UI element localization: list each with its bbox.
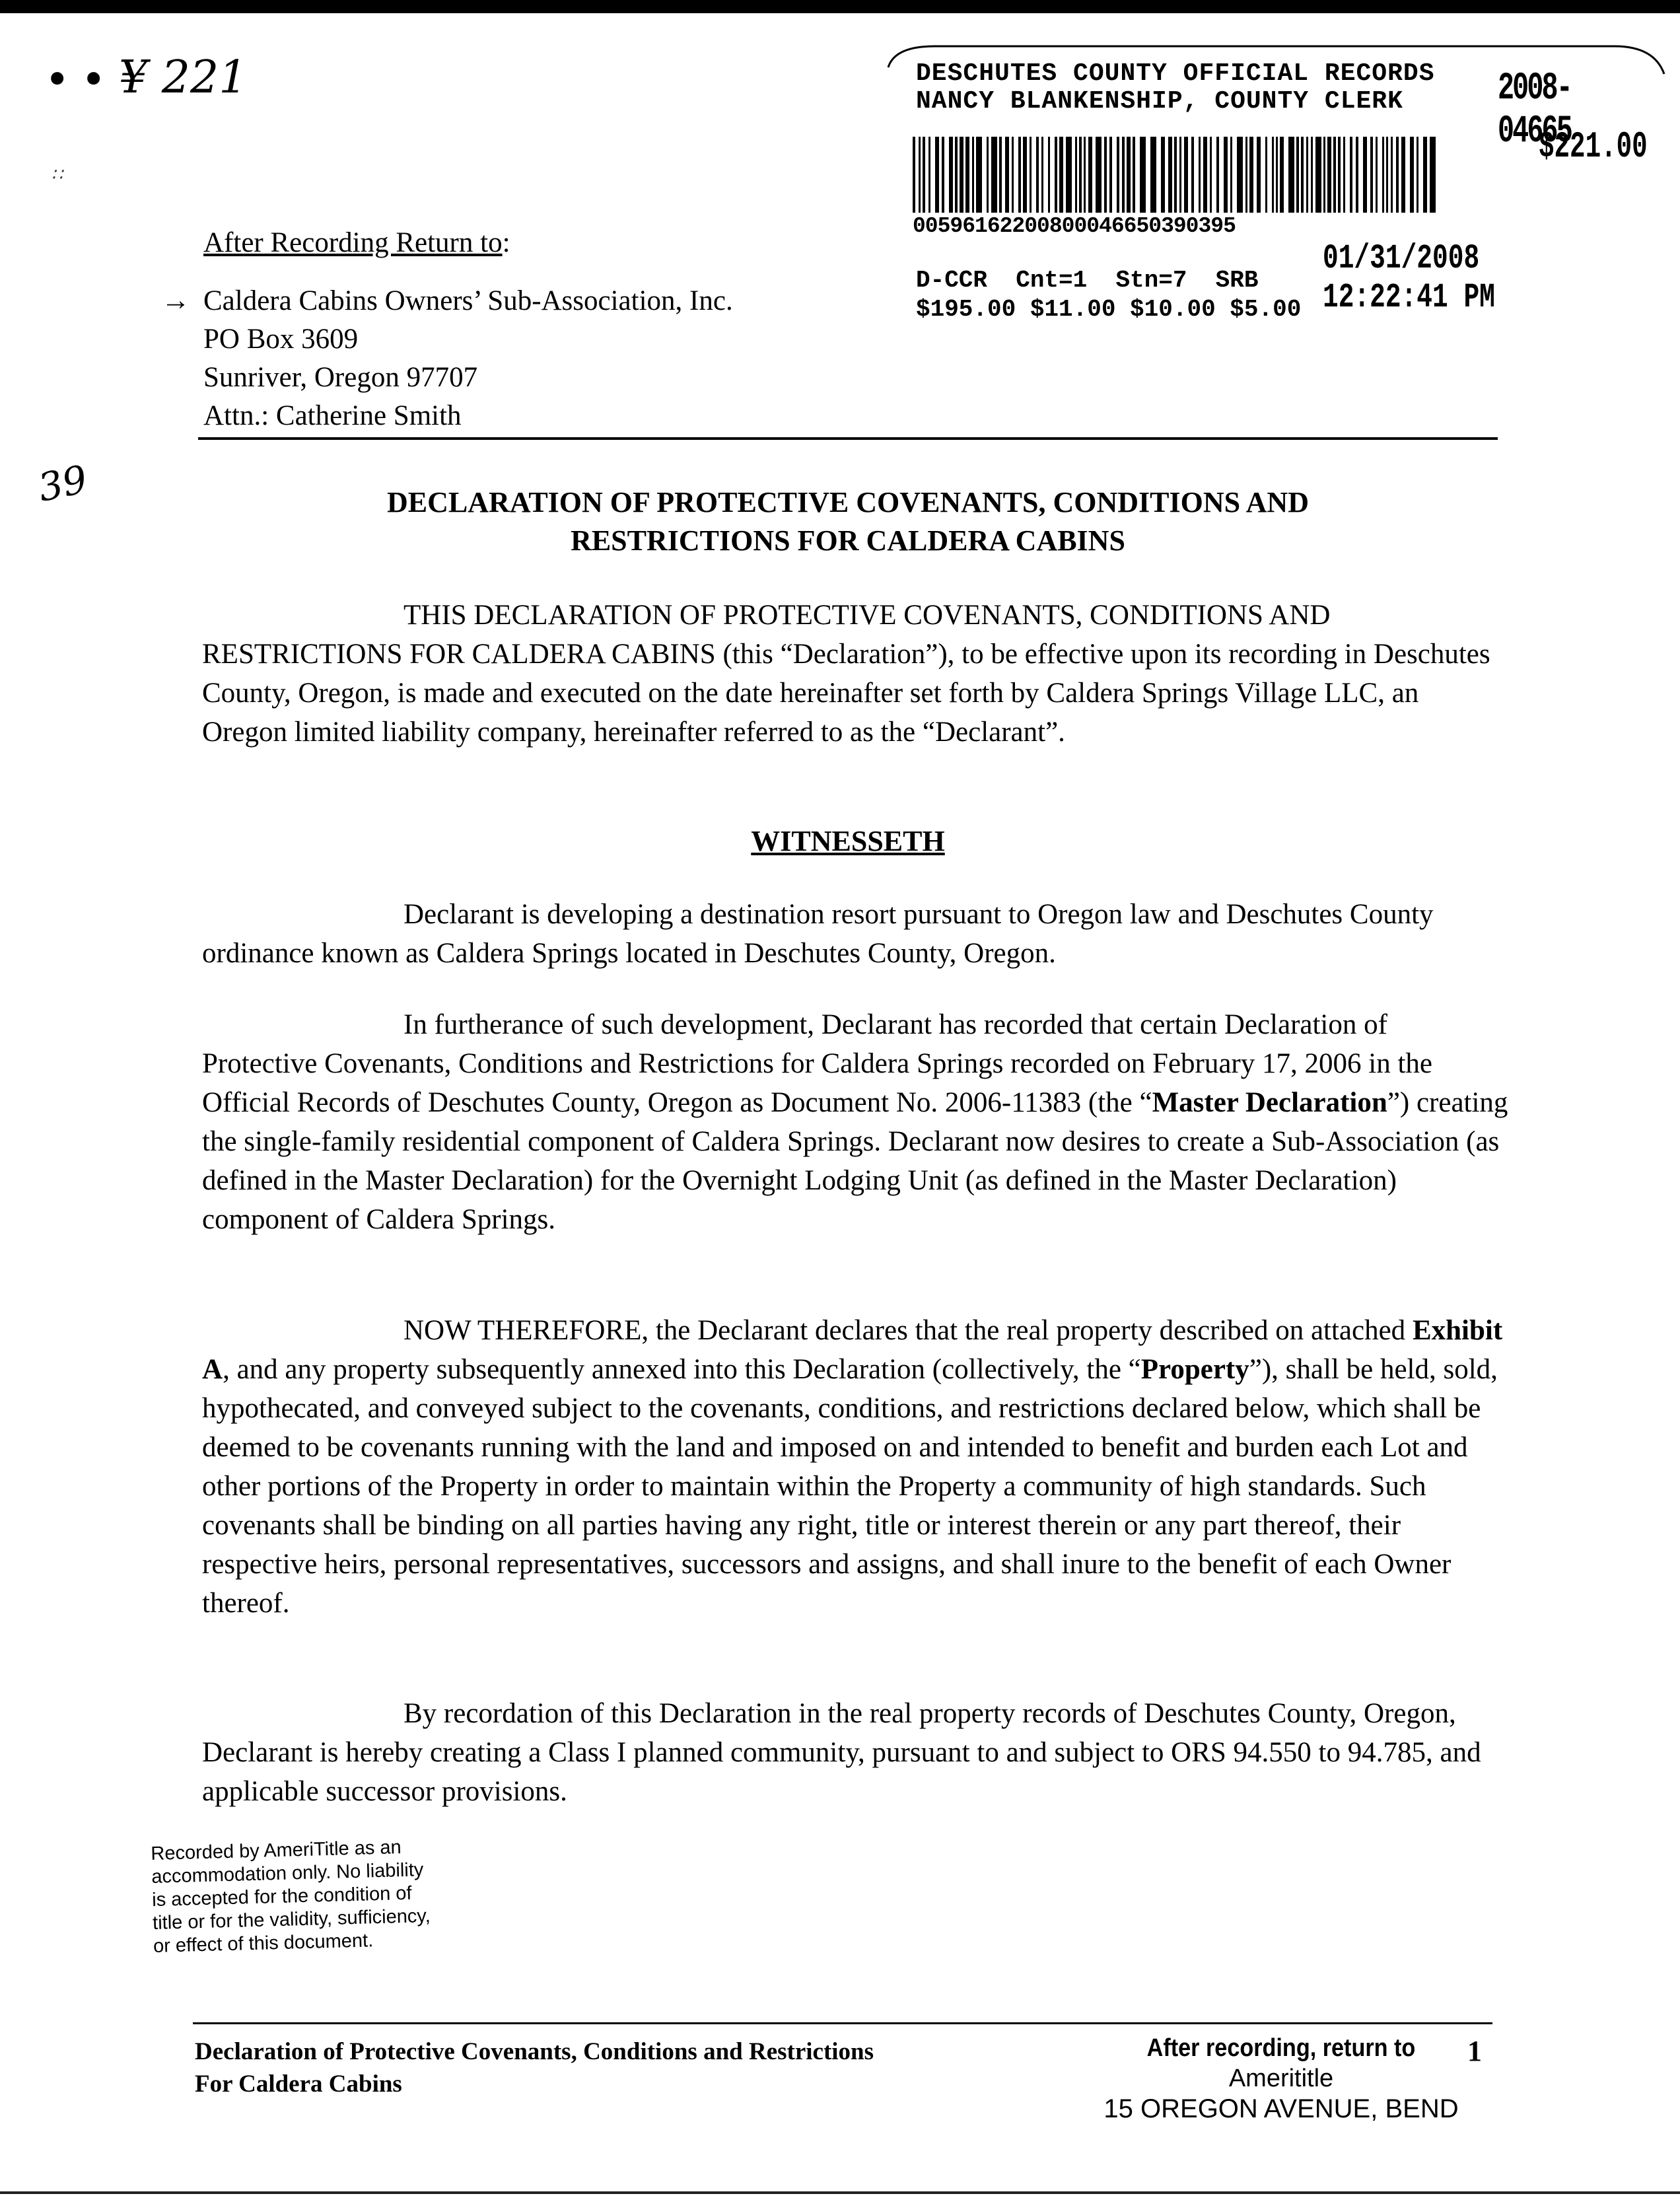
paragraph-resort: Declarant is developing a destination resort pursuant to Oregon law and Deschutes County ordinance known as Caldera Springs located in Deschutes County, Oregon. — [202, 899, 1434, 969]
barcode-bar — [1230, 137, 1232, 213]
barcode-bar — [923, 137, 925, 213]
return-to-label-text: After Recording Return to — [203, 227, 503, 258]
footer-return-line-3: 15 OREGON AVENUE, BEND — [1103, 2094, 1459, 2123]
stamp-fee-breakdown: $195.00 $11.00 $10.00 $5.00 — [916, 296, 1302, 323]
barcode-bar — [1356, 137, 1358, 213]
barcode-bar — [1055, 137, 1057, 213]
barcode-bar — [1306, 137, 1308, 213]
barcode-bar — [1210, 137, 1212, 213]
barcode-bar — [1199, 137, 1201, 213]
barcode-bar — [1288, 137, 1294, 213]
barcode-bar — [1370, 137, 1373, 213]
footer-divider — [193, 2022, 1492, 2024]
header-divider — [198, 437, 1498, 440]
barcode-bar — [1140, 137, 1146, 213]
barcode-bar — [1018, 137, 1021, 213]
barcode-bar — [972, 137, 974, 213]
barcode-bar — [913, 137, 915, 213]
scan-top-border — [0, 0, 1680, 13]
barcode-bar — [1168, 137, 1172, 213]
barcode-bar — [1417, 137, 1418, 213]
stamp-datetime: 01/31/2008 12:22:41 PM — [1323, 239, 1495, 317]
paragraph-master-declaration-text-c: ”) creating the single-family residential component of Caldera Springs. Declarant now desires to create a Sub-Association (as defined in the Master Declaration) for the Overnight Lodging Unit (as defined in the Master Declaration) component of Caldera Springs. — [202, 1087, 1508, 1235]
barcode-bar — [1161, 137, 1165, 213]
barcode-bar — [1088, 137, 1092, 213]
footer-return-stamp — [1057, 2033, 1506, 2124]
barcode-bar — [1066, 137, 1072, 213]
footer-return-line-1: After recording, return to — [1146, 2034, 1416, 2062]
witnesseth-heading: WITNESSETH — [751, 825, 945, 857]
return-address-line-1: Caldera Cabins Owners’ Sub-Association, Inc. — [203, 285, 733, 316]
barcode-bar — [1237, 137, 1243, 213]
scan-bottom-edge — [0, 2191, 1680, 2194]
barcode-bar — [1272, 137, 1274, 213]
barcode-bar — [1280, 137, 1284, 213]
barcode-bar — [1382, 137, 1384, 213]
barcode-bar — [1117, 137, 1119, 213]
barcode-bar — [1311, 137, 1313, 213]
barcode-bar — [1430, 137, 1436, 213]
barcode-bar — [1363, 137, 1367, 213]
barcode-bar — [1030, 137, 1032, 213]
barcode-bar — [1048, 137, 1050, 213]
ameritle-disclaimer — [151, 1835, 431, 1958]
barcode-bar — [1041, 137, 1043, 213]
barcode-bar — [1023, 137, 1027, 213]
barcode-bar — [1179, 137, 1181, 213]
footer-document-title — [195, 2036, 874, 2100]
footer-title-line-2: For Caldera Cabins — [195, 2071, 402, 2098]
barcode-bar — [1012, 137, 1014, 213]
stamp-clerk-name: NANCY BLANKENSHIP, COUNTY CLERK — [916, 87, 1403, 116]
document-title-line-2: RESTRICTIONS FOR CALDERA CABINS — [571, 524, 1125, 557]
barcode-bar — [1122, 137, 1125, 213]
barcode-bar — [1191, 137, 1194, 213]
paragraph-now-therefore-text-a: NOW THEREFORE, the Declarant declares that the real property described on attached — [403, 1315, 1413, 1346]
barcode-bar — [1265, 137, 1267, 213]
barcode-bar — [919, 137, 921, 213]
barcode-bar — [1423, 137, 1427, 213]
barcode-bar — [1323, 137, 1325, 213]
barcode-bar — [960, 137, 963, 213]
stamp-office-name: DESCHUTES COUNTY OFFICIAL RECORDS — [916, 59, 1435, 88]
barcode-bar — [1327, 137, 1331, 213]
return-to-colon: : — [502, 227, 510, 258]
document-title — [198, 483, 1498, 560]
barcode-bar — [1245, 137, 1247, 213]
barcode-bar — [1036, 137, 1039, 213]
barcode-bar — [1301, 137, 1304, 213]
barcode-bar — [1150, 137, 1156, 213]
paragraph-planned-community: By recordation of this Declaration in the real property records of Deschutes County, Oregon, Declarant is hereby creating a Class I planned community, pursuant to and subject to ORS 94.550 to 94.785, and applicable successor provisions. — [202, 1698, 1481, 1807]
barcode-bar — [1338, 137, 1341, 213]
barcode-bar — [1376, 137, 1378, 213]
barcode-bar — [955, 137, 958, 213]
barcode-bar — [1315, 137, 1321, 213]
barcode-bar — [1333, 137, 1336, 213]
return-address-line-2: PO Box 3609 — [203, 324, 359, 355]
paragraph-master-declaration — [202, 1005, 1510, 1239]
exhibit-a-term: Exhibit A — [202, 1315, 1503, 1385]
paragraph-master-declaration-text-a: In furtherance of such development, Declarant has recorded that certain Declaration of Protective Covenants, Conditions and Restrictions for Caldera Springs recorded on February 17, 2006 in the Official Records of Deschutes County, Oregon as Document No. 2006-11383 (the “ — [202, 1009, 1432, 1118]
handwritten-fee-note: ∙ ∙ ¥ 221 — [46, 52, 248, 104]
barcode-bar — [976, 137, 982, 213]
return-to-label — [203, 223, 510, 262]
barcode-bar — [1203, 137, 1207, 213]
footer-return-line-2: Amerititle — [1228, 2065, 1334, 2092]
barcode-bar — [1224, 137, 1228, 213]
barcode-bar — [1257, 137, 1261, 213]
paragraph-now-therefore-text-e: ”), shall be held, sold, hypothecated, and conveyed subject to the covenants, conditions, and restrictions declared below, which shall be deemed to be covenants running with the land and imposed on and intended to benefit and burden each Lot and other portions of the Property in order to maintain within the Property a community of high standards. Such covenants shall be binding on all parties having any right, title or interest therein or any part thereof, their respective heirs, personal representatives, successors and assigns, and shall inure to the benefit of each Owner thereof. — [202, 1354, 1498, 1619]
disclaimer-line-1: Recorded by AmeriTitle as an — [151, 1837, 402, 1864]
barcode-bar — [1127, 137, 1131, 213]
disclaimer-line-2: accommodation only. No liability — [151, 1859, 424, 1888]
barcode-bar — [1096, 137, 1102, 213]
barcode-bar — [1401, 137, 1405, 213]
barcode-bar — [1005, 137, 1009, 213]
paragraph-now-therefore — [202, 1311, 1510, 1623]
footer-title-line-1: Declaration of Protective Covenants, Conditions and Restrictions — [195, 2038, 874, 2065]
property-term: Property — [1140, 1354, 1249, 1385]
barcode-bar — [965, 137, 969, 213]
disclaimer-line-5: or effect of this document. — [153, 1930, 374, 1957]
intro-paragraph: THIS DECLARATION OF PROTECTIVE COVENANTS, CONDITIONS AND RESTRICTIONS FOR CALDERA CABINS (this “Declaration”), to be effective upon its recording in Deschutes County, Oregon, is made and executed on the date hereinafter set forth by Caldera Springs Village LLC, an Oregon limited liability company, hereinafter referred to as the “Declarant”. — [202, 600, 1490, 748]
barcode-bar — [1216, 137, 1219, 213]
barcode-bar — [1084, 137, 1086, 213]
barcode-bar — [1075, 137, 1077, 213]
arrow-icon: → — [161, 284, 190, 316]
disclaimer-line-3: is accepted for the condition of — [151, 1882, 412, 1911]
barcode-bar — [1343, 137, 1345, 213]
barcode-bar — [942, 137, 944, 213]
barcode-bar — [1174, 137, 1177, 213]
barcode-bar — [999, 137, 1002, 213]
document-title-line-1: DECLARATION OF PROTECTIVE COVENANTS, CONDITIONS AND — [387, 486, 1309, 518]
master-declaration-term: Master Declaration — [1152, 1087, 1387, 1118]
barcode-bar — [1386, 137, 1388, 213]
barcode-bar — [949, 137, 953, 213]
stamp-barcode-digits: 00596162200800046650390395 — [913, 214, 1236, 238]
handwritten-page-count: 39 — [34, 456, 92, 511]
barcode-bar — [1059, 137, 1063, 213]
stamp-codes: D-CCR Cnt=1 Stn=7 SRB — [916, 267, 1259, 294]
handwritten-scribble: ∷ — [52, 165, 63, 185]
paragraph-now-therefore-text-c: , and any property subsequently annexed into this Declaration (collectively, the “ — [223, 1354, 1141, 1385]
barcode-bar — [1396, 137, 1399, 213]
barcode-bar — [987, 137, 989, 213]
barcode-bar — [1104, 137, 1107, 213]
stamp-document-number: 2008-04665 — [1498, 67, 1571, 153]
barcode-bar — [928, 137, 930, 213]
page-number: 1 — [1467, 2035, 1482, 2067]
barcode-bar — [1410, 137, 1414, 213]
stamp-total-fee: $221.00 — [1539, 125, 1648, 168]
barcode-bar — [1296, 137, 1299, 213]
barcode-bar — [1133, 137, 1135, 213]
barcode-bar — [1109, 137, 1112, 213]
barcode-bar — [991, 137, 997, 213]
barcode-bar — [1249, 137, 1253, 213]
barcode-bar — [935, 137, 939, 213]
return-address-line-4: Attn.: Catherine Smith — [203, 400, 462, 431]
return-address-line-3: Sunriver, Oregon 97707 — [203, 362, 478, 393]
barcode — [913, 137, 1438, 213]
barcode-bar — [1184, 137, 1188, 213]
barcode-bar — [1276, 137, 1278, 213]
barcode-bar — [1079, 137, 1082, 213]
barcode-bar — [1350, 137, 1352, 213]
disclaimer-line-4: title or for the validity, sufficiency, — [152, 1905, 431, 1934]
barcode-bar — [1391, 137, 1393, 213]
